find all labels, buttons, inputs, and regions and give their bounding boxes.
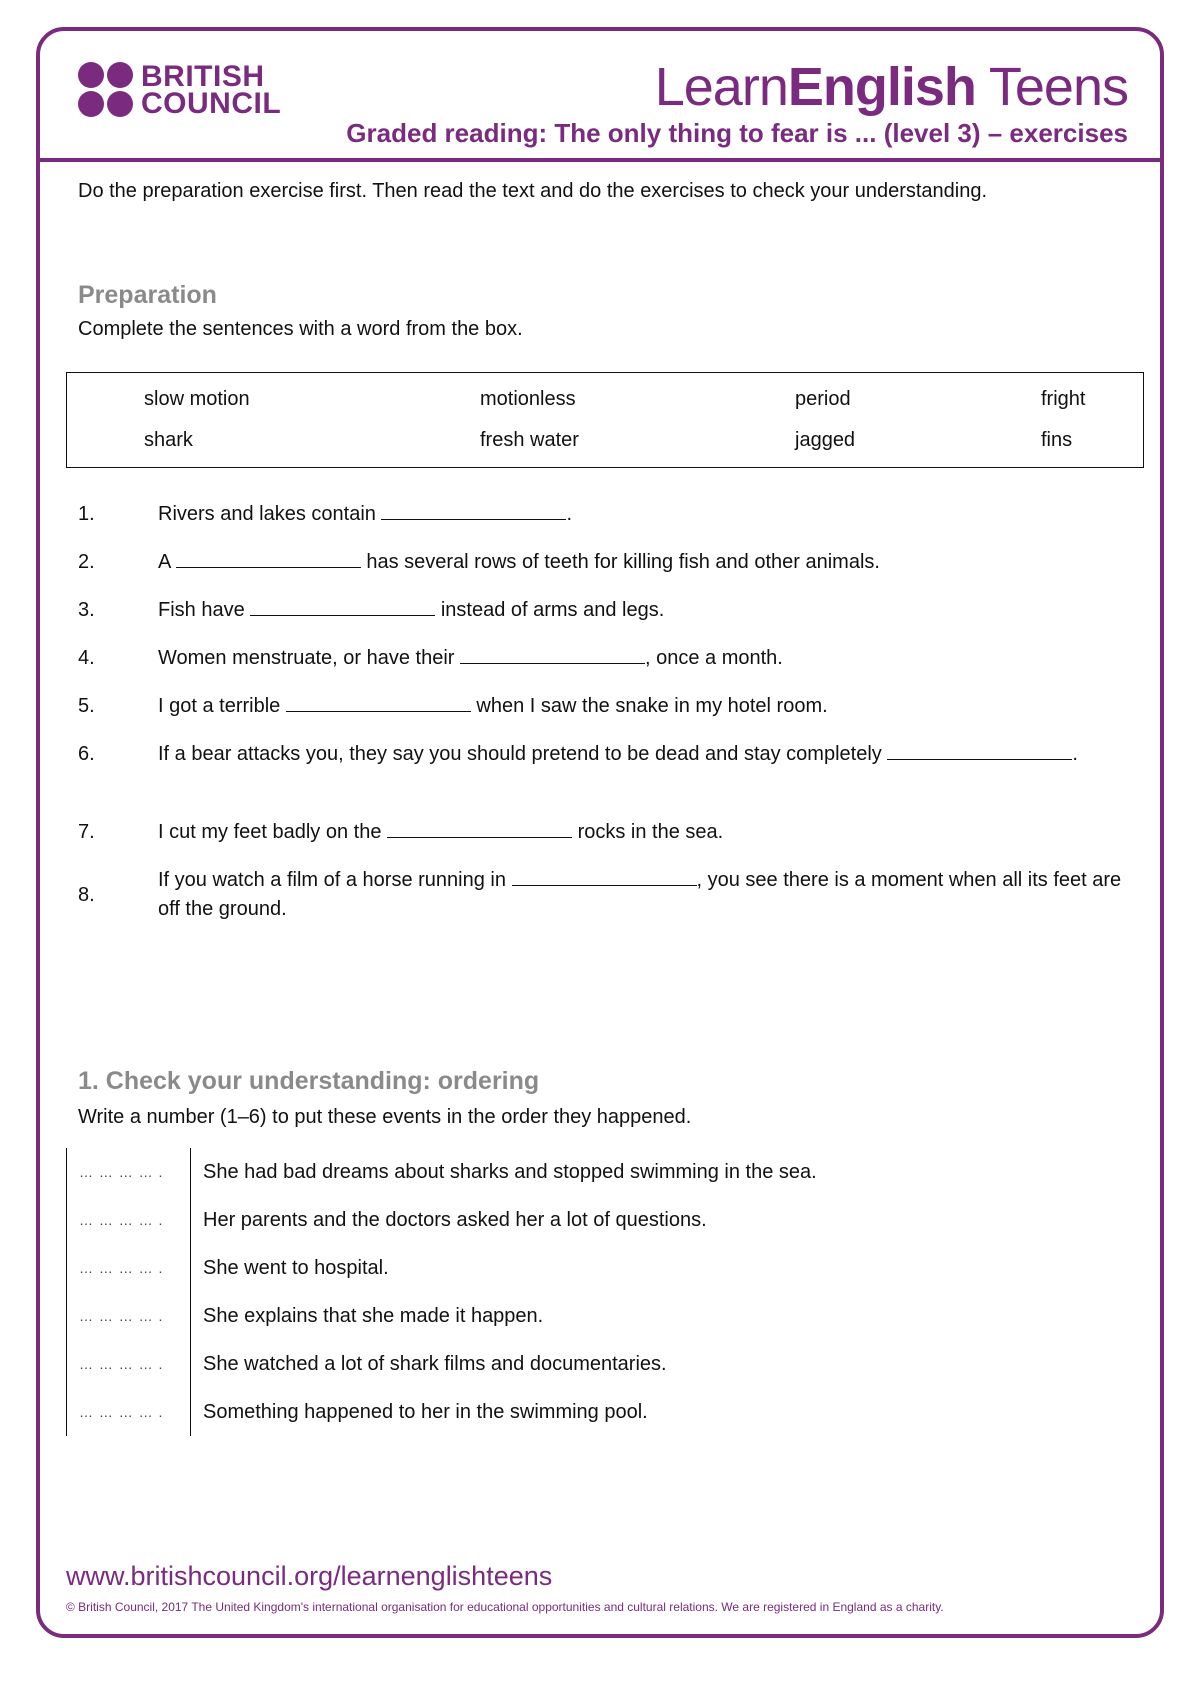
question-text-before: Fish have <box>158 599 251 621</box>
word-box-item: jagged <box>795 429 856 451</box>
question-text-before: Women menstruate, or have their <box>158 647 460 669</box>
question-text-before: If a bear attacks you, they say you should pretend to be dead and stay completely <box>158 743 888 765</box>
ordering-heading: 1. Check your understanding: ordering <box>78 1067 540 1095</box>
ordering-event-text: She explains that she made it happen. <box>190 1292 543 1340</box>
learnenglish-teens-logo <box>655 56 1128 118</box>
answer-blank[interactable] <box>887 741 1072 760</box>
question-text <box>158 818 723 847</box>
question-text <box>158 692 828 721</box>
ordering-table <box>66 1148 1146 1436</box>
question-text-after: when I saw the snake in my hotel room. <box>470 695 828 717</box>
answer-blank[interactable] <box>460 645 645 664</box>
ordering-row <box>66 1196 1146 1244</box>
answer-blank[interactable] <box>512 867 697 886</box>
ordering-row <box>66 1148 1146 1196</box>
preparation-heading: Preparation <box>78 281 217 309</box>
logo-learn: Learn <box>654 57 788 117</box>
question-text-after: rocks in the sea. <box>572 821 724 843</box>
question-item <box>78 644 1138 673</box>
question-item <box>78 548 1138 577</box>
logo-dots-icon <box>78 62 133 117</box>
question-text <box>158 866 1138 924</box>
answer-blank[interactable] <box>176 549 361 568</box>
brand-line-1: BRITISH <box>141 59 265 93</box>
ordering-event-text: She went to hospital. <box>190 1244 389 1292</box>
intro-text: Do the preparation exercise first. Then read the text and do the exercises to check your understanding. <box>78 180 988 202</box>
question-text <box>158 500 572 529</box>
question-text <box>158 548 880 577</box>
question-item <box>78 692 1138 721</box>
question-number: 2. <box>78 551 95 573</box>
order-number-blank[interactable]: … … … … . <box>66 1388 190 1436</box>
ordering-row <box>66 1340 1146 1388</box>
word-box-item: fright <box>1041 388 1086 410</box>
order-number-blank[interactable]: … … … … . <box>66 1148 190 1196</box>
question-text-after: . <box>1072 743 1078 765</box>
question-text-before: A <box>158 551 176 573</box>
footer-url[interactable]: www.britishcouncil.org/learnenglishteens <box>66 1561 553 1591</box>
order-number-blank[interactable]: … … … … . <box>66 1244 190 1292</box>
question-number: 7. <box>78 821 95 843</box>
british-council-logo <box>78 59 282 120</box>
answer-blank[interactable] <box>250 597 435 616</box>
question-text-after: , once a month. <box>645 647 783 669</box>
ordering-event-text: Something happened to her in the swimming pool. <box>190 1388 648 1436</box>
word-box-item: fresh water <box>480 429 579 451</box>
ordering-row <box>66 1388 1146 1436</box>
question-number: 1. <box>78 503 95 525</box>
question-number: 3. <box>78 599 95 621</box>
ordering-event-text: She had bad dreams about sharks and stopped swimming in the sea. <box>190 1148 817 1196</box>
word-box-item: period <box>795 388 851 410</box>
question-number: 5. <box>78 695 95 717</box>
word-box <box>66 372 1144 468</box>
question-item <box>78 818 1138 847</box>
preparation-instruction: Complete the sentences with a word from the box. <box>78 318 523 340</box>
question-item <box>78 740 1138 769</box>
question-text-before: Rivers and lakes contain <box>158 503 382 525</box>
logo-teens: Teens <box>975 57 1128 117</box>
order-number-blank[interactable]: … … … … . <box>66 1196 190 1244</box>
question-text <box>158 596 664 625</box>
question-text-before: I got a terrible <box>158 695 286 717</box>
ordering-event-text: She watched a lot of shark films and documentaries. <box>190 1340 667 1388</box>
question-text <box>158 644 783 673</box>
ordering-instruction: Write a number (1–6) to put these events in the order they happened. <box>78 1106 692 1128</box>
brand-line-2: COUNCIL <box>141 86 282 120</box>
question-text-before: If you watch a film of a horse running in <box>158 869 512 891</box>
question-number: 6. <box>78 743 95 765</box>
word-box-item: slow motion <box>144 388 250 410</box>
footer-copyright: © British Council, 2017 The United Kingdom's international organisation for educational opportunities and cultural relations. We are registered in England as a charity. <box>66 1600 944 1614</box>
word-box-item: motionless <box>480 388 576 410</box>
question-text-after: . <box>566 503 573 525</box>
header-divider <box>36 158 1164 162</box>
document-title: Graded reading: The only thing to fear is ... (level 3) – exercises <box>346 118 1128 148</box>
ordering-event-text: Her parents and the doctors asked her a lot of questions. <box>190 1196 707 1244</box>
order-number-blank[interactable]: … … … … . <box>66 1340 190 1388</box>
question-text <box>158 740 1138 769</box>
question-text-after: has several rows of teeth for killing fish and other animals. <box>360 551 880 573</box>
question-number: 4. <box>78 647 95 669</box>
ordering-row <box>66 1292 1146 1340</box>
question-number: 8. <box>78 883 95 906</box>
order-number-blank[interactable]: … … … … . <box>66 1292 190 1340</box>
question-text-before: I cut my feet badly on the <box>158 821 388 843</box>
answer-blank[interactable] <box>286 693 471 712</box>
question-item <box>78 866 1138 924</box>
answer-blank[interactable] <box>387 819 572 838</box>
logo-english: English <box>787 57 976 117</box>
ordering-row <box>66 1244 1146 1292</box>
answer-blank[interactable] <box>381 501 566 520</box>
question-item <box>78 500 1138 529</box>
word-box-item: shark <box>144 429 193 451</box>
question-item <box>78 596 1138 625</box>
question-text-after: , you see there is a moment when all its feet are off the ground. <box>158 869 1122 920</box>
word-box-item: fins <box>1041 429 1073 451</box>
question-text-after: instead of arms and legs. <box>435 599 665 621</box>
